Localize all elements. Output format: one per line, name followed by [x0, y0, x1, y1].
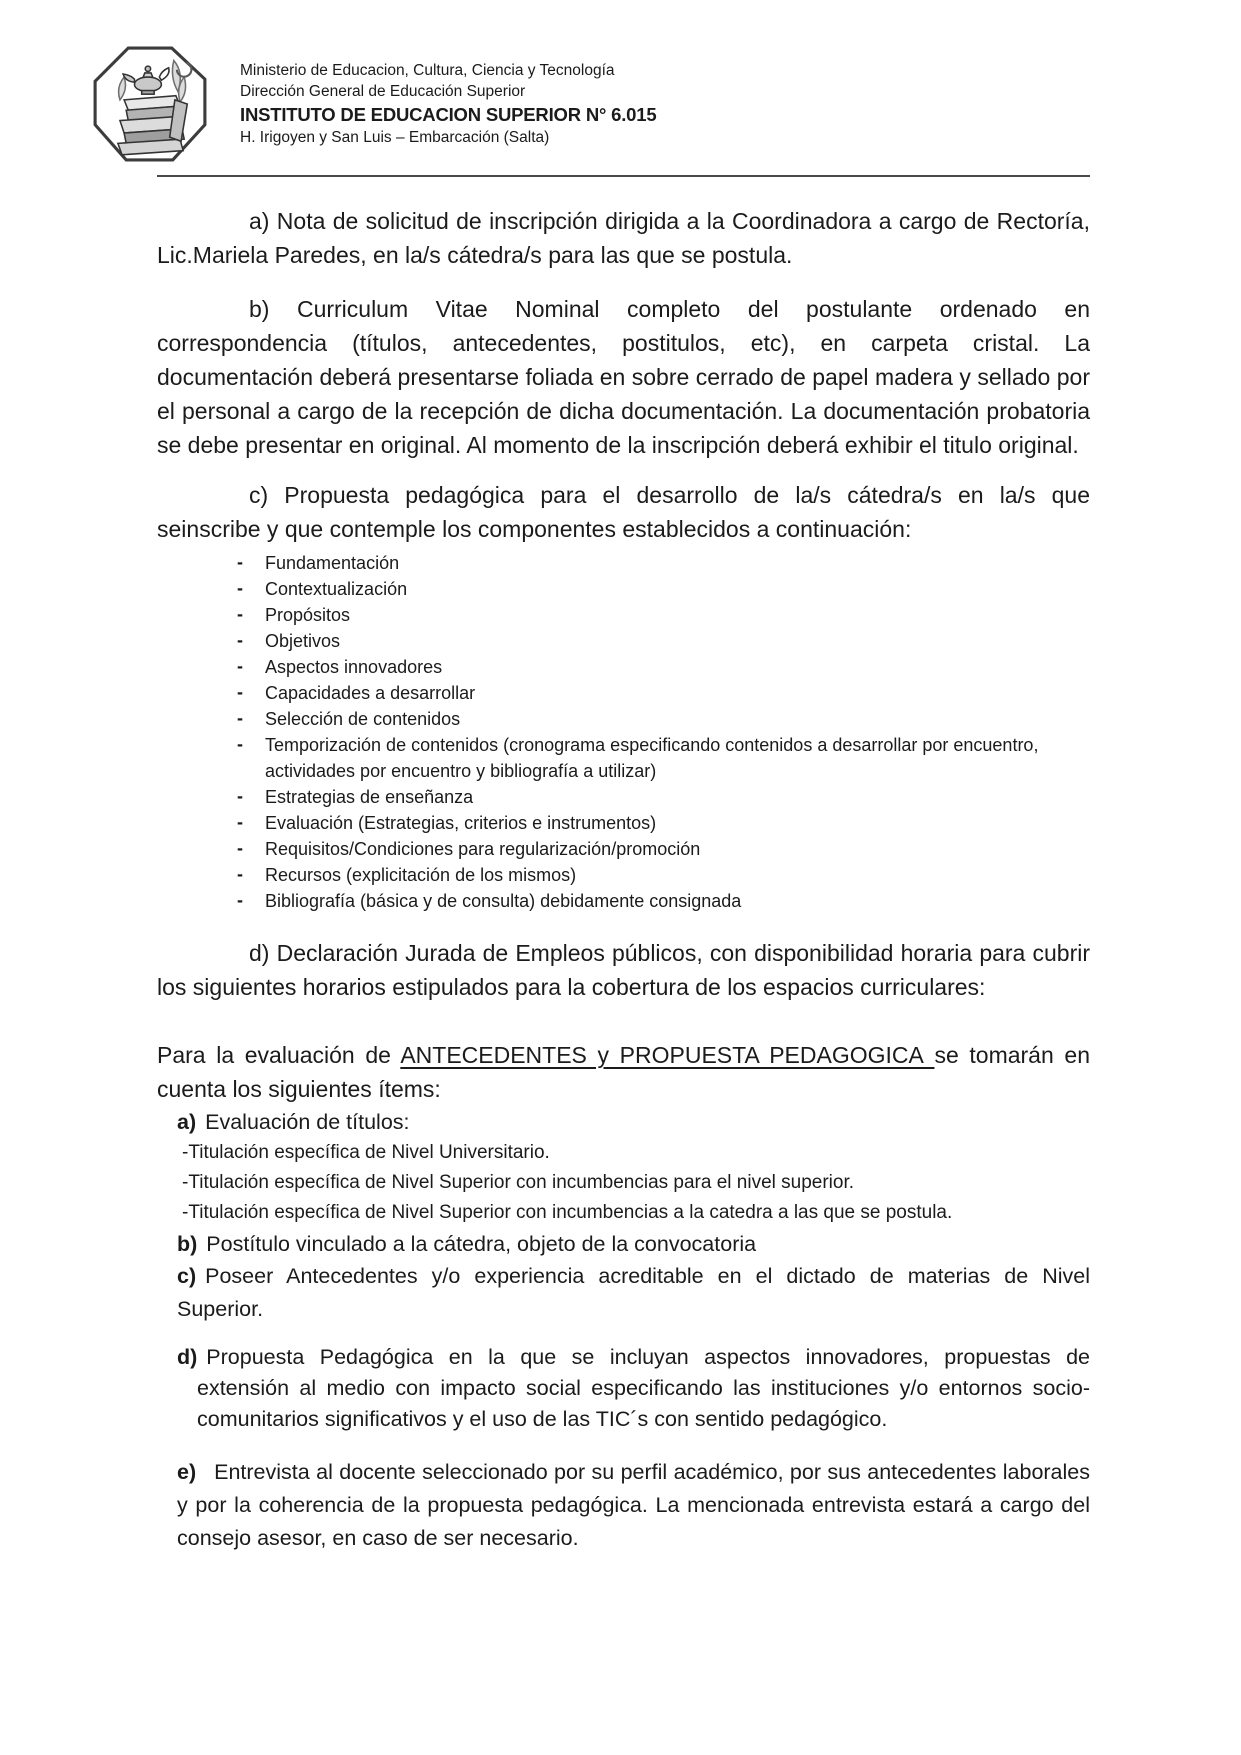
- item-d-letter: d): [177, 1345, 198, 1369]
- letterhead-text: [240, 46, 656, 148]
- institute-name: INSTITUTO DE EDUCACION SUPERIOR N° 6.015: [240, 104, 657, 125]
- list-item: - Capacidades a desarrollar: [235, 680, 1090, 706]
- item-a-letter: a): [177, 1110, 197, 1134]
- evaluation-intro: [157, 1038, 1090, 1106]
- paragraph-d-declaracion: d) Declaración Jurada de Empleos públicos, con disponibilidad horaria para cubrir los siguientes horarios estipulados para la cobertura de los espacios curriculares:: [157, 940, 1090, 1000]
- item-a-subitems: [182, 1138, 1090, 1228]
- list-item: - Estrategias de enseñanza: [235, 784, 1090, 810]
- item-e-text: Entrevista al docente seleccionado por su perfil académico, por sus antecedentes laborales y por la coherencia de la propuesta pedagógica. La mencionada entrevista estará a cargo del consejo asesor, en caso de ser necesario.: [177, 1460, 1090, 1550]
- evaluation-intro-suffix: se tomarán en cuenta los siguientes ítems:: [157, 1042, 1090, 1102]
- ministry-line: Ministerio de Educacion, Cultura, Ciencia y Tecnología: [240, 62, 615, 79]
- item-b-text: Postítulo vinculado a la cátedra, objeto de la convocatoria: [206, 1232, 757, 1256]
- evaluation-intro-underlined: ANTECEDENTES y PROPUESTA PEDAGOGICA: [400, 1042, 935, 1068]
- item-d-propuesta: [177, 1342, 1090, 1435]
- item-e-entrevista: [177, 1456, 1090, 1555]
- subitem-titulacion-3: -Titulación específica de Nivel Superior con incumbencias a la catedra a las que se postula.: [182, 1202, 953, 1223]
- list-item: - Evaluación (Estrategias, criterios e instrumentos): [235, 810, 1090, 836]
- item-a-titulos: [177, 1106, 1090, 1138]
- item-e-letter: e): [177, 1460, 197, 1484]
- list-item: - Temporización de contenidos (cronograma especificando contenidos a desarrollar por encuentro, actividades por encuentro y bibliografía a utilizar): [235, 732, 1090, 784]
- list-item: - Propósitos: [235, 602, 1090, 628]
- item-c-text: Poseer Antecedentes y/o experiencia acreditable en el dictado de materias de Nivel Superior.: [177, 1264, 1090, 1321]
- paragraph-b-curriculum: b) Curriculum Vitae Nominal completo del postulante ordenado en correspondencia (títulos, antecedentes, postitulos, etc), en carpeta cristal. La documentación deberá presentarse foliada en sobre cerrado de papel madera y sellado por el personal a cargo de la recepción de dicha documentación. La documentación probatoria se debe presentar en original. Al momento de la inscripción deberá exhibir el titulo original.: [157, 296, 1090, 458]
- list-item: - Bibliografía (básica y de consulta) debidamente consignada: [235, 888, 1090, 914]
- paragraph-c-propuesta: c) Propuesta pedagógica para el desarrollo de la/s cátedra/s en la/s que seinscribe y que contemple los componentes establecidos a continuación:: [157, 482, 1090, 542]
- item-a-text: Evaluación de títulos:: [205, 1110, 410, 1134]
- item-b-letter: b): [177, 1232, 198, 1256]
- item-c-letter: c): [177, 1264, 197, 1288]
- list-item: - Aspectos innovadores: [235, 654, 1090, 680]
- item-c-antecedentes: [177, 1260, 1090, 1326]
- components-list: [157, 550, 1090, 914]
- direction-line: Dirección General de Educación Superior: [240, 83, 526, 100]
- books-and-lamp-icon: [93, 46, 207, 162]
- header-divider: [157, 175, 1090, 177]
- subitem-titulacion-2: -Titulación específica de Nivel Superior con incumbencias para el nivel superior.: [182, 1172, 855, 1193]
- letterhead: [93, 46, 1241, 162]
- list-item: - Selección de contenidos: [235, 706, 1090, 732]
- list-item: - Requisitos/Condiciones para regularización/promoción: [235, 836, 1090, 862]
- list-item: - Fundamentación: [235, 550, 1090, 576]
- paragraph-a-nota-solicitud: a) Nota de solicitud de inscripción dirigida a la Coordinadora a cargo de Rectoría, Lic.Mariela Paredes, en la/s cátedra/s para las que se postula.: [157, 208, 1090, 268]
- item-d-text: Propuesta Pedagógica en la que se incluyan aspectos innovadores, propuestas de extensión al medio con impacto social especificando las instituciones y/o entornos socio-comunitarios significativos y el uso de las TIC´s con sentido pedagógico.: [197, 1345, 1090, 1431]
- address-line: H. Irigoyen y San Luis – Embarcación (Salta): [240, 129, 550, 146]
- evaluation-intro-text: Para la evaluación de: [157, 1042, 401, 1068]
- institute-logo: [93, 46, 207, 162]
- list-item: - Objetivos: [235, 628, 1090, 654]
- list-item: - Recursos (explicitación de los mismos): [235, 862, 1090, 888]
- subitem-titulacion-1: -Titulación específica de Nivel Universitario.: [182, 1142, 550, 1163]
- item-b-postitulo: [177, 1228, 1090, 1260]
- book-stack: [118, 96, 187, 155]
- list-item: - Contextualización: [235, 576, 1090, 602]
- document-body: [0, 175, 1241, 1555]
